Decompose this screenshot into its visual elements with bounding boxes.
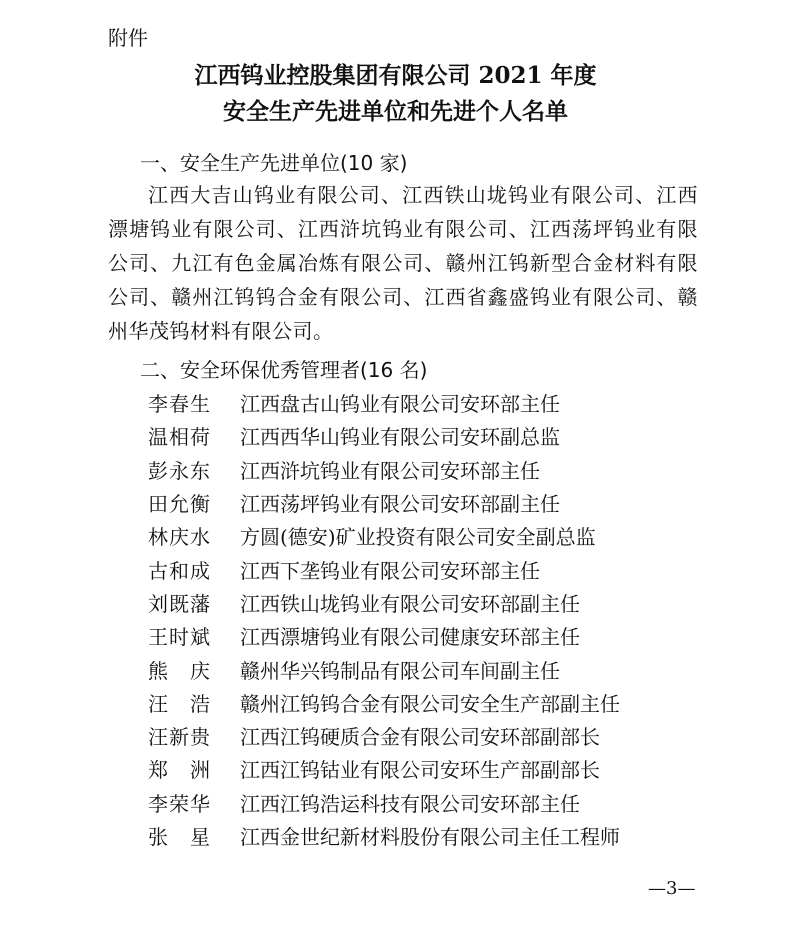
person-name: 汪新贵 bbox=[148, 725, 210, 750]
person-role: 江西浒坑钨业有限公司安环部主任 bbox=[240, 458, 540, 483]
person-role: 江西荡坪钨业有限公司安环部副主任 bbox=[240, 492, 560, 517]
section-heading-units: 一、安全生产先进单位(10 家) bbox=[140, 151, 408, 175]
advanced-units-paragraph: 江西大吉山钨业有限公司、江西铁山垅钨业有限公司、江西漂塘钨业有限公司、江西浒坑钨业有限公司、江西荡坪钨业有限公司、九江有色金属冶炼有限公司、赣州江钨新型合金材料有限公司、赣州江钨钨合金有限公司、江西省鑫盛钨业有限公司、赣州华茂钨材料有限公司。 bbox=[108, 183, 698, 343]
document-title-line-2: 安全生产先进单位和先进个人名单 bbox=[223, 98, 568, 125]
person-role: 江西西华山钨业有限公司安环副总监 bbox=[240, 425, 560, 450]
person-role: 江西江钨钴业有限公司安环生产部副部长 bbox=[240, 758, 600, 783]
person-role: 江西江钨硬质合金有限公司安环部副部长 bbox=[240, 725, 600, 750]
list-item bbox=[148, 819, 620, 852]
page-number: —3— bbox=[648, 878, 696, 899]
list-item bbox=[148, 786, 620, 819]
list-item bbox=[148, 752, 620, 785]
list-item bbox=[148, 552, 620, 585]
person-name: 林庆水 bbox=[148, 525, 210, 550]
person-name: 熊庆 bbox=[148, 658, 210, 683]
person-name: 郑洲 bbox=[148, 758, 210, 783]
list-item bbox=[148, 586, 620, 619]
person-name: 李荣华 bbox=[148, 791, 210, 816]
person-name: 刘既藩 bbox=[148, 591, 210, 616]
person-name: 张星 bbox=[148, 825, 210, 849]
person-role: 方圆(德安)矿业投资有限公司安全副总监 bbox=[240, 525, 596, 550]
person-name: 李春生 bbox=[148, 392, 210, 417]
list-item bbox=[148, 519, 620, 552]
person-role: 江西盘古山钨业有限公司安环部主任 bbox=[240, 392, 560, 417]
person-role: 赣州江钨钨合金有限公司安全生产部副主任 bbox=[240, 691, 620, 716]
section-heading-managers: 二、安全环保优秀管理者(16 名) bbox=[140, 358, 428, 382]
list-item bbox=[148, 386, 620, 419]
list-item bbox=[148, 719, 620, 752]
document-title-line-1: 江西钨业控股集团有限公司 2021 年度 bbox=[194, 62, 597, 89]
managers-list bbox=[148, 386, 620, 852]
person-role: 江西铁山垅钨业有限公司安环部副主任 bbox=[240, 591, 580, 616]
person-name: 王时斌 bbox=[148, 625, 210, 650]
person-role: 江西漂塘钨业有限公司健康安环部主任 bbox=[240, 625, 580, 650]
person-role: 江西金世纪新材料股份有限公司主任工程师 bbox=[240, 825, 620, 849]
attachment-label: 附件 bbox=[108, 26, 148, 50]
person-name: 古和成 bbox=[148, 558, 210, 583]
person-name: 汪浩 bbox=[148, 691, 210, 716]
person-name: 温相荷 bbox=[148, 425, 210, 450]
person-role: 江西下垄钨业有限公司安环部主任 bbox=[240, 558, 540, 583]
list-item bbox=[148, 419, 620, 452]
person-name: 彭永东 bbox=[148, 458, 210, 483]
list-item bbox=[148, 453, 620, 486]
list-item bbox=[148, 486, 620, 519]
person-role: 赣州华兴钨制品有限公司车间副主任 bbox=[240, 658, 560, 683]
list-item bbox=[148, 652, 620, 685]
list-item bbox=[148, 619, 620, 652]
person-name: 田允衡 bbox=[148, 492, 210, 517]
person-role: 江西江钨浩运科技有限公司安环部主任 bbox=[240, 791, 580, 816]
list-item bbox=[148, 686, 620, 719]
